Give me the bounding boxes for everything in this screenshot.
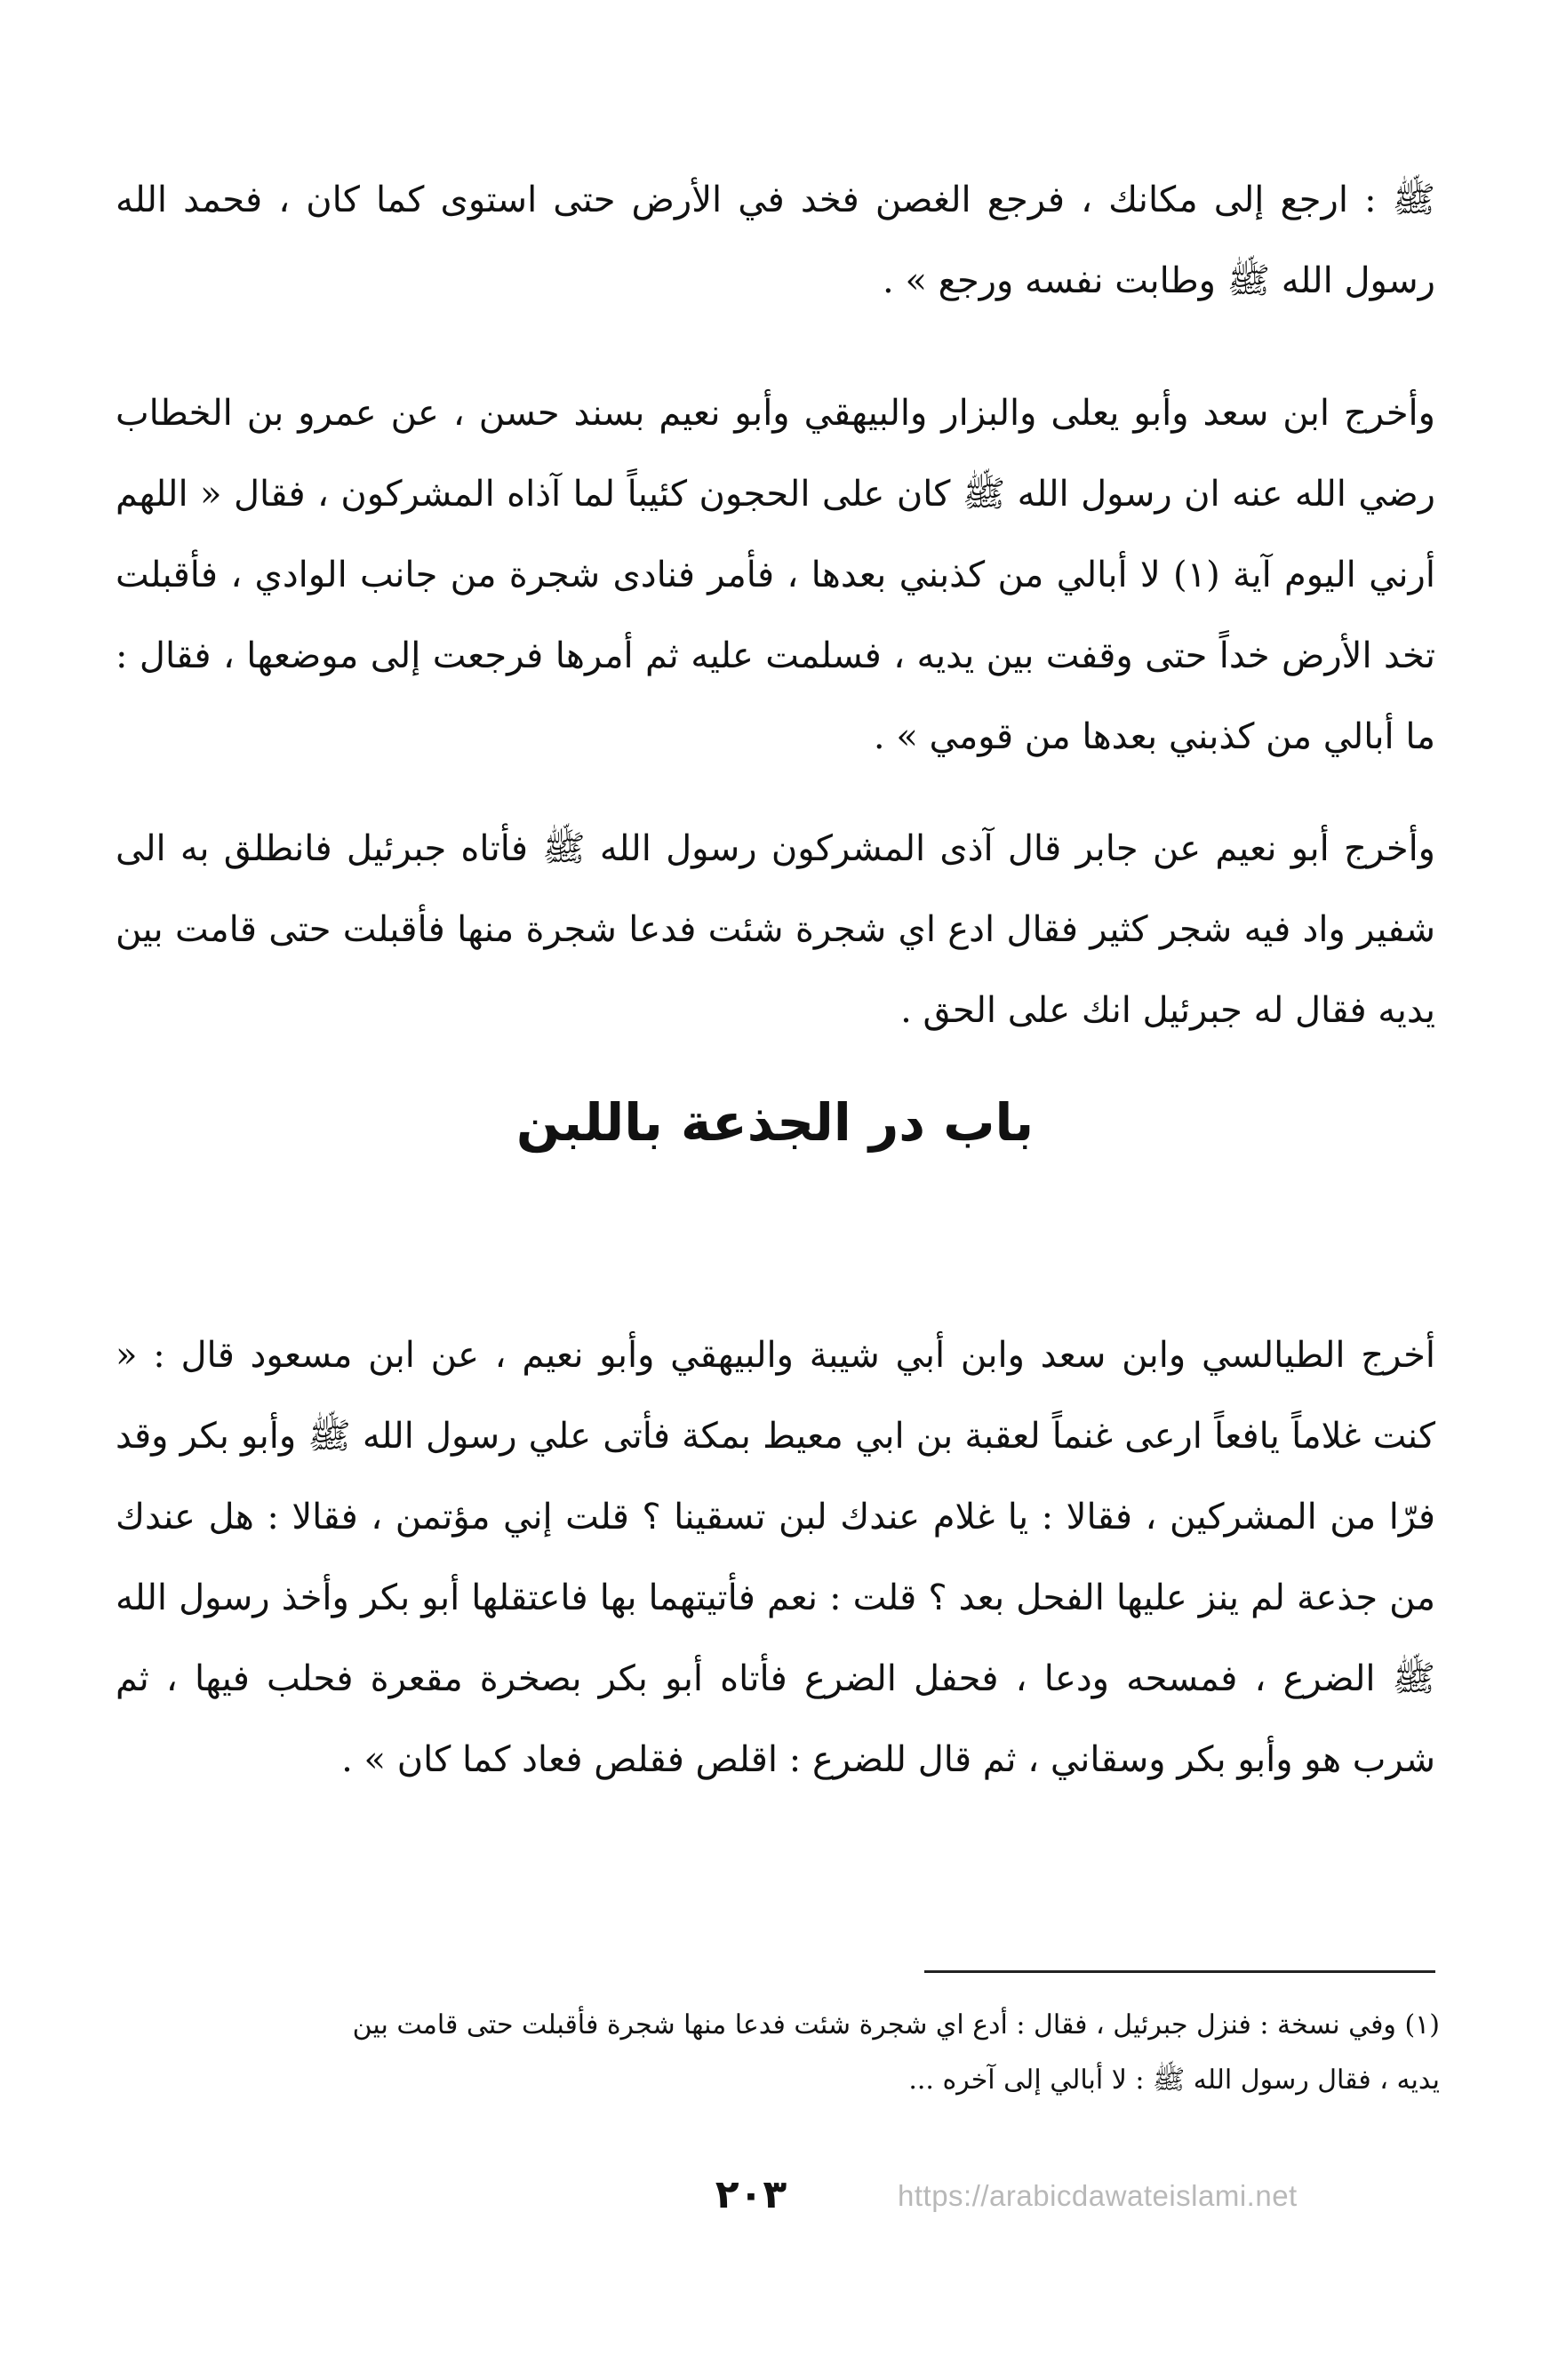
paragraph-2-text: وأخرج ابن سعد وأبو يعلى والبزار والبيهقي وأبو نعيم بسند حسن ، عن عمرو بن الخطاب رضي الله عنه ان رسول الله ﷺ كان على الحجون كئيباً لما آذاه المشركون ، فقال « اللهم أرني اليوم آية (١) لا أبالي من كذبني بعدها ، فأمر فنادى شجرة من جانب الوادي ، فأقبلت تخد الأرض خداً حتى وقفت بين يديه ، فسلمت عليه ثم أمرها فرجعت إلى موضعها ، فقال : ما أبالي من كذبني بعدها من قومي » . xyxy=(116,393,1435,757)
watermark-url: https://arabicdawateislami.net xyxy=(898,2179,1298,2212)
footnote-divider xyxy=(924,1970,1435,1973)
paragraph-2 xyxy=(116,373,1435,778)
paragraph-4 xyxy=(116,1315,1435,1801)
paragraph-3 xyxy=(116,809,1435,1051)
paragraph-1-text: ﷺ : ارجع إلى مكانك ، فرجع الغصن فخد في الأرض حتى استوى كما كان ، فحمد الله رسول الله ﷺ وطابت نفسه ورجع » . xyxy=(116,180,1435,301)
paragraph-1 xyxy=(116,160,1435,322)
paragraph-3-text: وأخرج أبو نعيم عن جابر قال آذى المشركون رسول الله ﷺ فأتاه جبرئيل فانطلق به الى شفير واد فيه شجر كثير فقال ادع اي شجرة شئت فدعا شجرة منها فأقبلت حتى قامت بين يديه فقال له جبرئيل انك على الحق . xyxy=(116,828,1435,1031)
paragraph-4-text: أخرج الطيالسي وابن سعد وابن أبي شيبة والبيهقي وأبو نعيم ، عن ابن مسعود قال : « كنت غلاماً يافعاً ارعى غنماً لعقبة بن ابي معيط بمكة فأتى علي رسول الله ﷺ وأبو بكر وقد فرّا من المشركين ، فقالا : يا غلام عندك لبن تسقينا ؟ قلت إني مؤتمن ، فقالا : هل عندك من جذعة لم ينز عليها الفحل بعد ؟ قلت : نعم فأتيتهما بها فاعتقلها أبو بكر وأخذ رسول الله ﷺ الضرع ، فمسحه ودعا ، فحفل الضرع فأتاه أبو بكر بصخرة مقعرة فحلب فيها ، ثم شرب هو وأبو بكر وسقاني ، ثم قال للضرع : اقلص فقلص فعاد كما كان » . xyxy=(116,1335,1436,1780)
footnote-line-2: يديه ، فقال رسول الله ﷺ : لا أبالي إلى آخره ... xyxy=(908,2065,1440,2096)
chapter-heading: باب در الجذعة باللبن xyxy=(515,1092,1035,1153)
footnote-line-1: (١) وفي نسخة : فنزل جبرئيل ، فقال : أدع اي شجرة شئت فدعا منها شجرة فأقبلت حتى قامت بين xyxy=(352,2009,1440,2041)
page-number: ٢٠٣ xyxy=(715,2172,787,2217)
footnote xyxy=(111,1998,1440,2108)
